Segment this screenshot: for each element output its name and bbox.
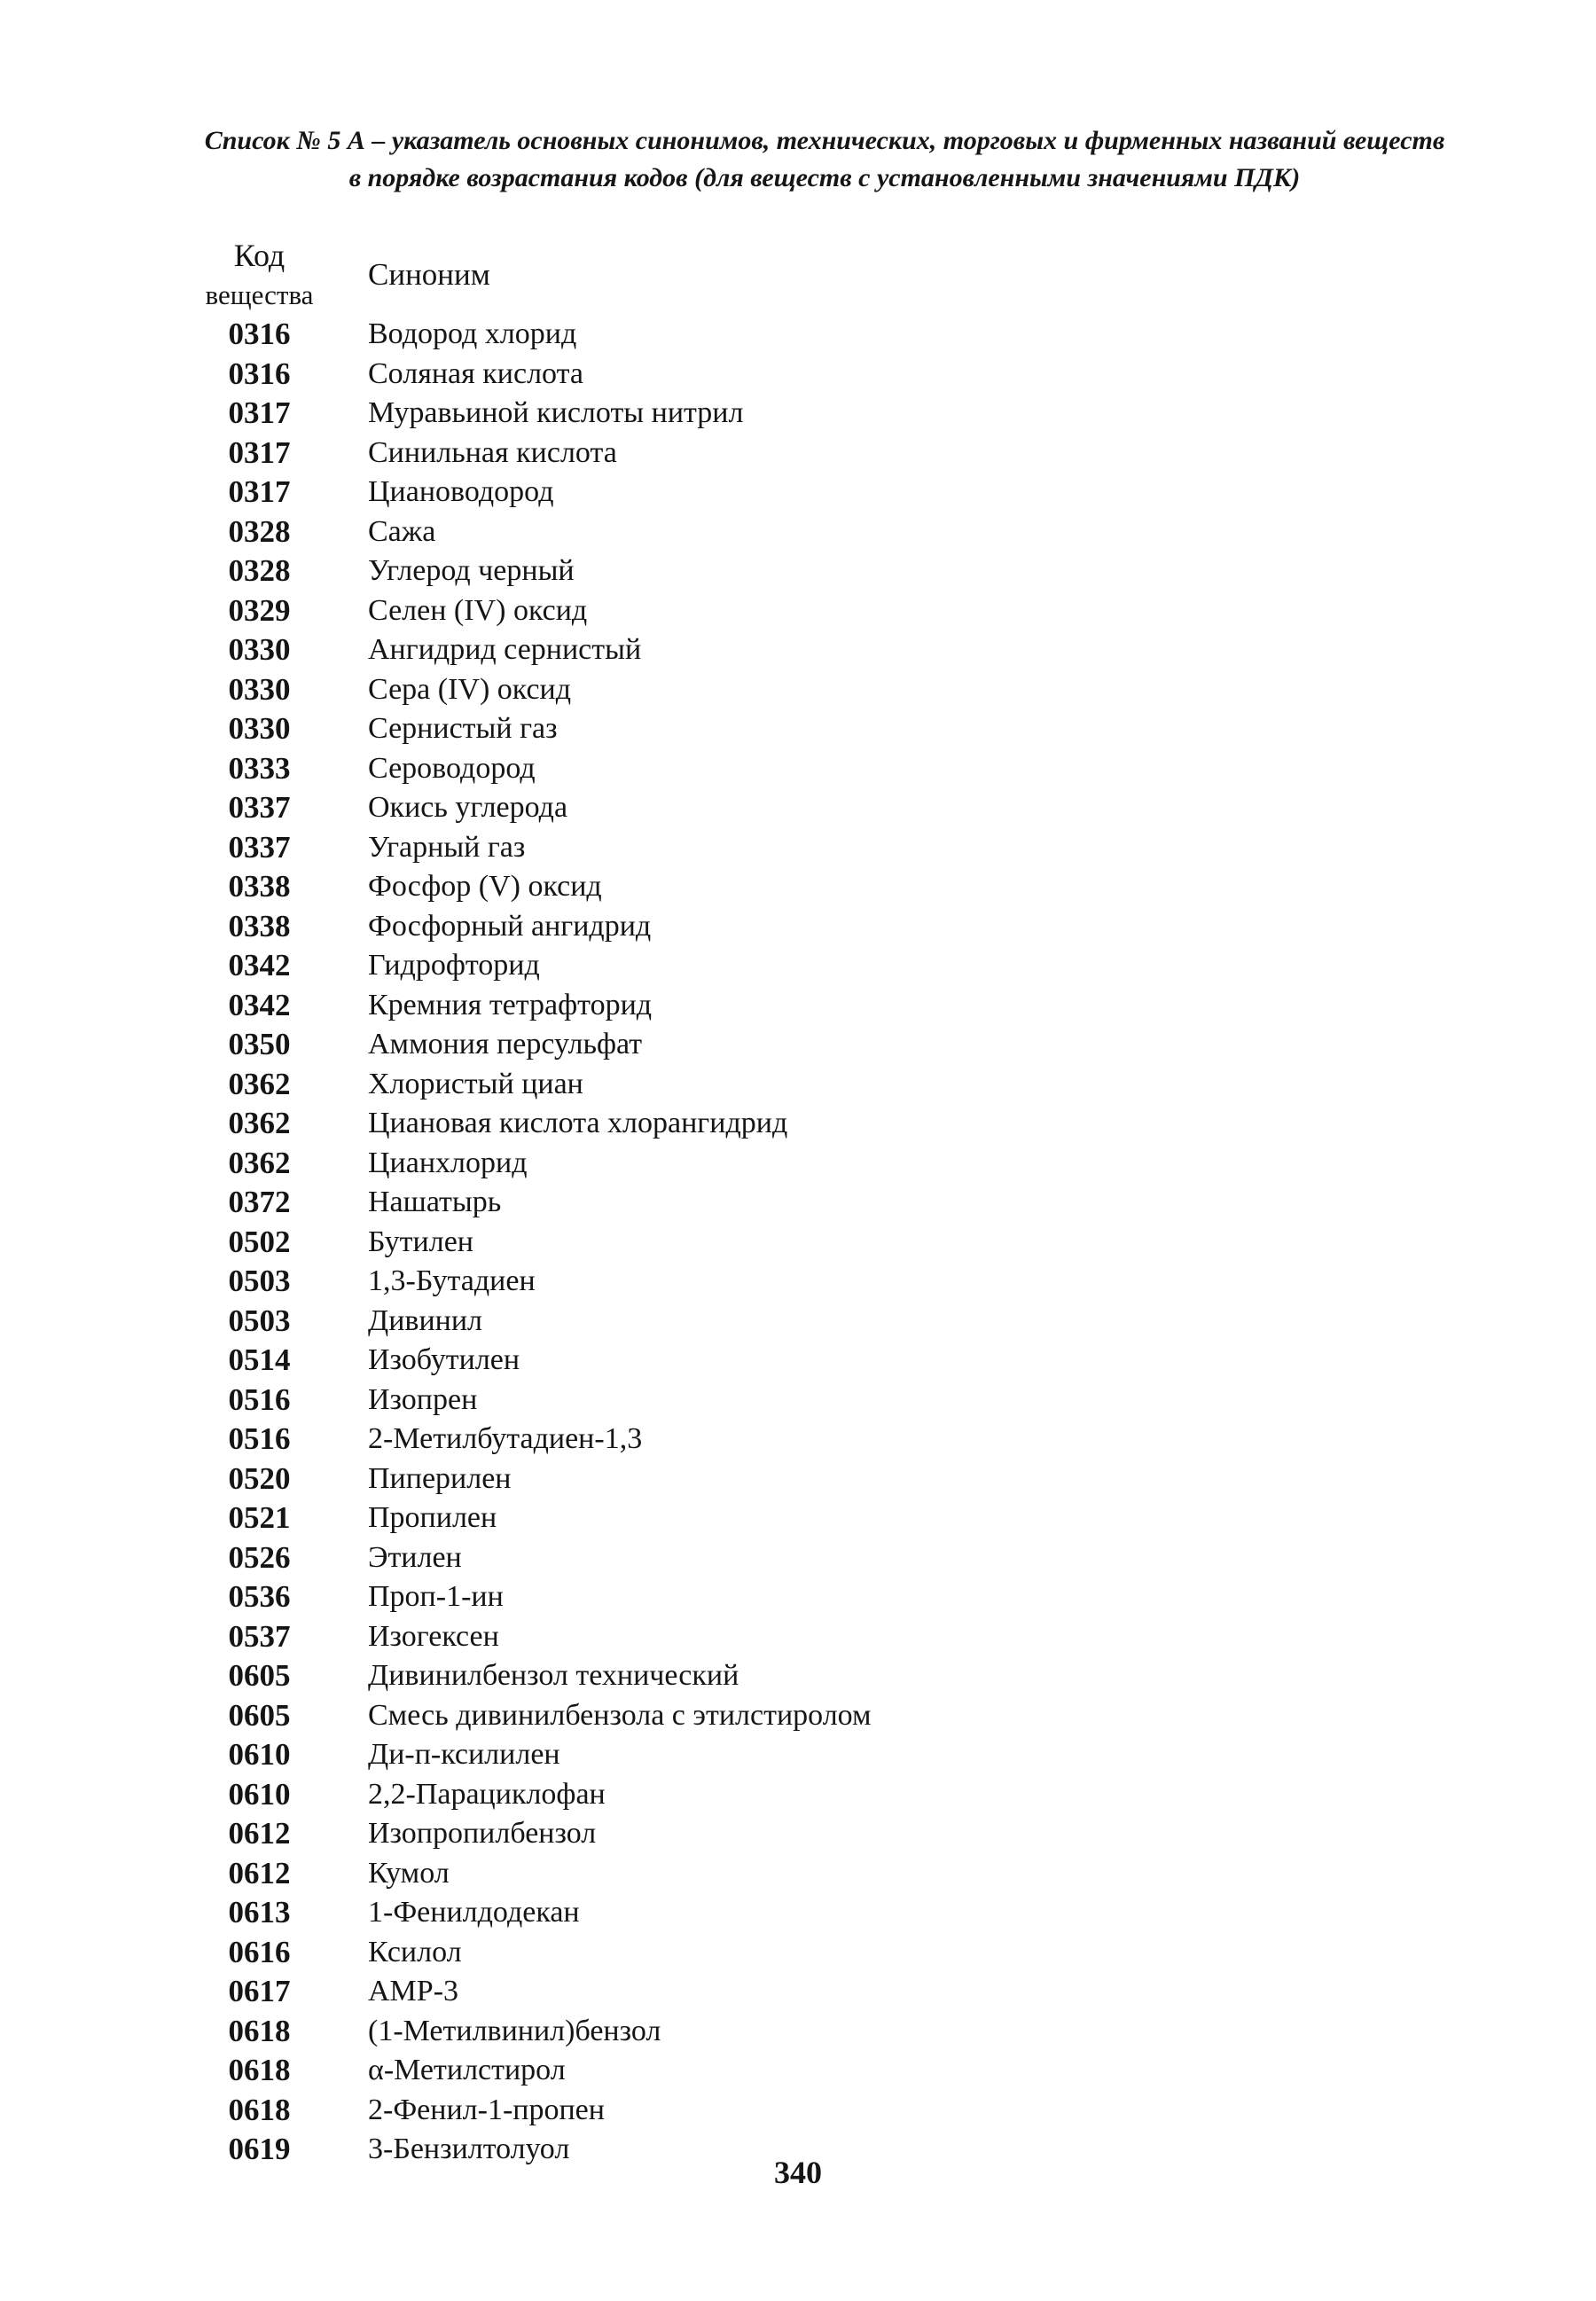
synonym-text: Соляная кислота [368,356,583,390]
table-row [191,1972,1432,2012]
synonym-text: α-Метилстирол [368,2054,566,2086]
table-row [191,867,1432,907]
synonym-text: Дивинилбензол технический [368,1659,739,1692]
synonym-text: Фосфорный ангидрид [368,909,652,943]
synonym-text: Сероводород [368,751,536,785]
table-row [191,1814,1432,1854]
table-row [191,1183,1432,1223]
header-code-line-2: вещества [205,279,314,310]
table-row [191,1735,1432,1775]
table-row [191,630,1432,670]
table-row [191,473,1432,513]
table-row [191,1223,1432,1263]
synonym-text: Кумол [368,1856,450,1890]
substance-code: 0520 [228,1460,291,1496]
title-line-2: в порядке возрастания кодов (для веществ с установленными значениями ПДК) [348,163,1301,192]
substance-code: 0526 [228,1539,291,1575]
synonym-text: Сернистый газ [368,712,558,745]
substance-code: 0617 [228,1974,291,2008]
substance-code: 0316 [228,356,291,391]
synonym-text: 3-Бензилтолуол [368,2133,570,2165]
substance-code: 0350 [228,1027,291,1061]
header-synonym: Синоним [368,257,490,292]
table-row [191,1656,1432,1696]
substance-code: 0330 [228,671,291,707]
synonym-text: Нашатырь [368,1186,502,1218]
header-code-line-1: Код [233,238,286,273]
table-row [191,670,1432,710]
table-row [191,315,1432,355]
table-row [191,1104,1432,1144]
table-row [191,1893,1432,1933]
synonym-text: Ангидрид сернистый [368,633,642,666]
synonym-text: 2-Метилбутадиен-1,3 [368,1422,643,1455]
synonym-text: Угарный газ [368,830,526,864]
table-row [191,1341,1432,1381]
synonym-text: Синильная кислота [368,435,617,469]
substance-code: 0503 [228,1303,291,1338]
table-row [191,355,1432,395]
table-row [191,1577,1432,1617]
substance-code: 0362 [228,1066,291,1101]
substance-code: 0612 [228,1816,291,1851]
synonym-text: 2-Фенил-1-пропен [368,2093,605,2126]
substance-code: 0337 [228,790,291,825]
synonym-text: Окись углерода [368,791,568,824]
substance-code: 0514 [228,1342,291,1377]
title-line-1: Список № 5 А – указатель основных синонимов, технических, торговых и фирменных названий веществ [204,126,1445,155]
substance-code: 0537 [228,1618,291,1654]
substance-code: 0610 [228,1776,291,1812]
substance-code: 0342 [228,987,291,1022]
substance-code: 0333 [228,750,291,786]
substance-code: 0516 [228,1381,291,1417]
table-row [191,1854,1432,1894]
synonym-text: Изопропилбензол [368,1817,597,1850]
synonym-text: Циановая кислота хлорангидрид [368,1107,788,1139]
table-row [191,709,1432,749]
synonym-text: Этилен [368,1540,462,1574]
table-row [191,1065,1432,1105]
synonym-text: Пиперилен [368,1461,512,1495]
table-row [191,2012,1432,2052]
substance-code: 0521 [228,1500,291,1535]
synonym-text: Хлористый циан [368,1067,583,1100]
substance-code: 0330 [228,711,291,746]
synonym-text: Сера (IV) оксид [368,672,572,706]
page-title [133,122,1516,197]
table-row [191,828,1432,868]
synonym-text: (1-Метилвинил)бензол [368,2014,661,2047]
substance-code: 0338 [228,908,291,943]
substance-code: 0317 [228,434,291,470]
table-row [191,1262,1432,1302]
substance-code: 0503 [228,1264,291,1298]
synonym-text: Ксилол [368,1935,462,1968]
substance-code: 0516 [228,1421,291,1456]
header-code [191,235,328,315]
substance-code: 0316 [228,317,291,351]
table-row [191,907,1432,947]
table-row [191,1499,1432,1538]
synonym-text: Аммония персульфат [368,1028,643,1060]
substance-code: 0605 [228,1697,291,1733]
table-row [191,1381,1432,1421]
synonym-text: Углерод черный [368,554,575,587]
synonym-text: Гидрофторид [368,949,540,982]
synonym-text: Циановодород [368,475,554,508]
substance-code: 0618 [228,2013,291,2048]
synonym-text: Изогексен [368,1619,499,1653]
substance-code: 0536 [228,1579,291,1614]
substance-code: 0372 [228,1185,291,1219]
substance-code: 0317 [228,395,291,430]
synonym-text: Водород хлорид [368,317,577,350]
substance-code: 0613 [228,1895,291,1929]
page-number: 340 [774,2155,822,2190]
substance-code: 0612 [228,1855,291,1890]
synonym-text: Смесь дивинилбензола с этилстиролом [368,1698,872,1732]
table-row [191,788,1432,828]
substance-code: 0362 [228,1145,291,1180]
table-header [191,235,1432,315]
synonym-text: Изопрен [368,1382,478,1416]
table-row [191,986,1432,1026]
substance-code: 0329 [228,592,291,628]
table-row [191,513,1432,552]
table-row [191,1302,1432,1342]
substance-code: 0616 [228,1934,291,1969]
synonym-text: Фосфор (V) оксид [368,870,602,903]
substance-code: 0328 [228,553,291,588]
synonym-text: Сажа [368,514,436,548]
synonym-text: 2,2-Парациклофан [368,1777,606,1811]
table-row [191,2091,1432,2131]
substance-code: 0605 [228,1658,291,1693]
substance-code: 0317 [228,474,291,509]
substance-code: 0502 [228,1224,291,1259]
substance-code: 0328 [228,513,291,549]
table-row [191,749,1432,789]
synonym-text: Цианхлорид [368,1146,528,1179]
substance-code: 0362 [228,1106,291,1140]
substance-code: 0619 [228,2132,291,2166]
synonym-text: Муравьиной кислоты нитрил [368,396,744,429]
synonym-table [191,235,1432,2170]
synonym-text: Пропилен [368,1501,497,1534]
synonym-text: АМР-3 [368,1975,459,2008]
table-row [191,1775,1432,1815]
table-row [191,1617,1432,1657]
table-row [191,1538,1432,1578]
synonym-text: 1-Фенилдодекан [368,1896,580,1929]
synonym-text: Проп-1-ин [368,1580,504,1613]
table-row [191,394,1432,434]
table-row [191,2051,1432,2091]
table-row [191,591,1432,631]
table-body [191,315,1432,2170]
table-row [191,1933,1432,1973]
substance-code: 0610 [228,1737,291,1772]
table-row [191,1144,1432,1184]
table-row [191,1696,1432,1736]
synonym-text: Бутилен [368,1225,473,1258]
synonym-text: Дивинил [368,1303,482,1337]
synonym-text: 1,3-Бутадиен [368,1264,536,1297]
table-row [191,946,1432,986]
table-row [191,552,1432,591]
table-row [191,1460,1432,1499]
substance-code: 0618 [228,2053,291,2087]
table-row [191,1420,1432,1460]
synonym-text: Изобутилен [368,1343,520,1376]
synonym-text: Селен (IV) оксид [368,593,588,627]
synonym-text: Ди-п-ксилилен [368,1738,560,1771]
table-row [191,1025,1432,1065]
table-row [191,434,1432,474]
substance-code: 0330 [228,632,291,667]
synonym-text: Кремния тетрафторид [368,988,653,1021]
substance-code: 0342 [228,948,291,982]
substance-code: 0337 [228,829,291,865]
substance-code: 0618 [228,2092,291,2127]
substance-code: 0338 [228,869,291,904]
